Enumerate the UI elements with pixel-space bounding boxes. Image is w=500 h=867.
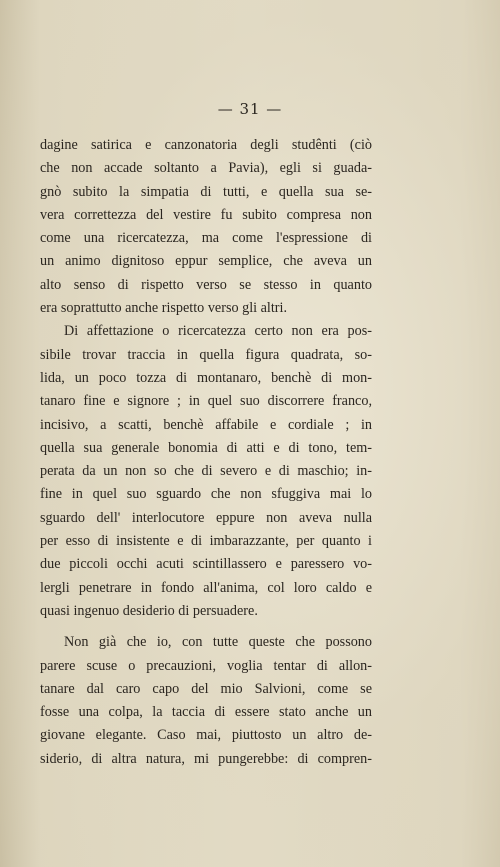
paragraph-spacer — [40, 623, 372, 631]
text-line: vera correttezza del vestire fu subito compresa non — [40, 206, 372, 223]
text-line: quasi ingenuo desiderio di persuadere. — [40, 602, 258, 619]
paragraph — [40, 320, 372, 623]
text-line: era soprattutto anche rispetto verso gli altri. — [40, 300, 288, 317]
body-text — [40, 134, 372, 771]
text-line: lida, un poco tozza di montanaro, benchè di mon- — [40, 369, 372, 386]
text-line: fosse una colpa, la taccia di essere stato anche un — [40, 704, 372, 721]
text-line: che non accade soltanto a Pavia), egli si guada- — [40, 160, 372, 177]
text-line: fine in quel suo sguardo che non sfuggiva mai lo — [40, 486, 372, 503]
text-line: come una ricercatezza, ma come l'espressione di — [40, 230, 372, 247]
text-line: due piccoli occhi acuti scintillassero e paressero vo- — [40, 556, 372, 573]
text-line: alto senso di rispetto verso se stesso in quanto — [40, 276, 372, 293]
text-line: tanaro fine e signore ; in quel suo discorrere franco, — [40, 393, 372, 410]
text-line: Non già che io, con tutte queste che possono — [64, 634, 372, 651]
text-line: incisivo, a scatti, benchè affabile e cordiale ; in — [40, 416, 372, 433]
text-line: sguardo dell' interlocutore eppure non aveva nulla — [40, 509, 372, 526]
text-line: gnò subito la simpatia di tutti, e quella sua se- — [40, 183, 372, 200]
text-line: parere scuse o precauzioni, voglia tentar di allon- — [40, 657, 372, 674]
text-line: giovane elegante. Caso mai, piuttosto un altro de- — [40, 727, 372, 744]
text-line: sibile trovar traccia in quella figura quadrata, so- — [40, 346, 372, 363]
text-line: per esso di insistente e di imbarazzante, per quanto i — [40, 533, 372, 550]
text-line: tanare dal caro capo del mio Salvioni, come se — [40, 680, 372, 697]
paragraph — [40, 134, 372, 320]
text-line: lergli penetrare in fondo all'anima, col loro caldo e — [40, 579, 372, 596]
text-line: un animo dignitoso eppur semplice, che aveva un — [40, 253, 372, 270]
text-line: Di affettazione o ricercatezza certo non era pos- — [64, 323, 372, 340]
paragraph — [40, 631, 372, 771]
page-number: — 31 — — [217, 100, 283, 118]
text-line: siderio, di altra natura, mi pungerebbe: di compren- — [40, 750, 372, 767]
text-line: quella sua generale bonomia di atti e di tono, tem- — [40, 439, 372, 456]
text-line: perata da un non so che di severo e di maschio; in- — [40, 463, 372, 480]
text-line: dagine satirica e canzonatoria degli studênti (ciò — [40, 137, 372, 153]
